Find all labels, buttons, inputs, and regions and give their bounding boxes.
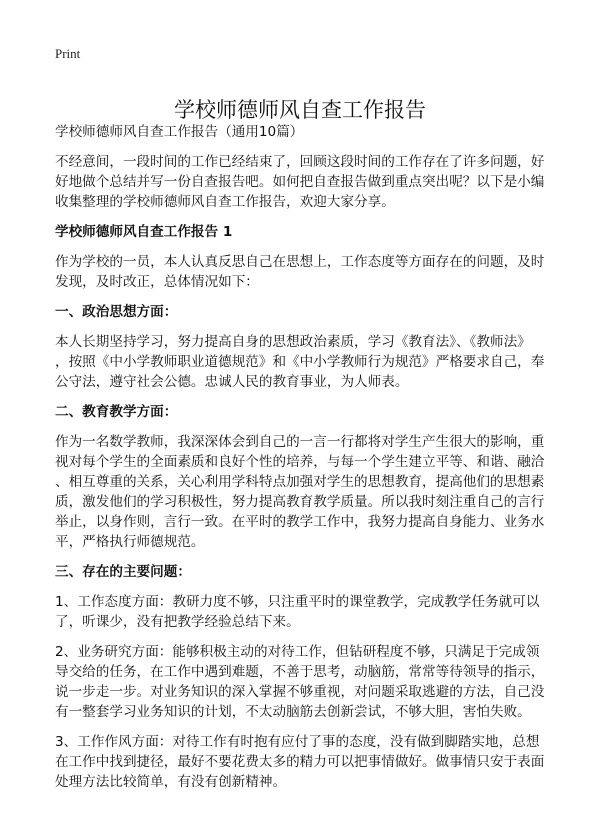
teaching-paragraph — [55, 432, 555, 552]
text-line: 举止，以身作则，言行一致。在平时的教学工作中，我努力提高自身能力、业务水 — [55, 514, 545, 530]
text-line: 平，严格执行师德规范。 — [55, 534, 205, 550]
text-line: 好地做个总结并写一份自查报告吧。如何把自查报告做到重点突出呢？以下是小编 — [55, 174, 545, 190]
problem-style-paragraph — [55, 732, 555, 792]
text-line: 3、工作作风方面：对待工作有时抱有应付了事的态度，没有做到脚踏实地，总想 — [55, 734, 540, 750]
text-line: 在工作中找到捷径，最好不要花费太多的精力可以把事情做好。做事情只安于表面 — [55, 754, 545, 770]
text-line: ，按照《中小学教师职业道德规范》和《中小学教师行为规范》严格要求自己，奉 — [55, 354, 545, 370]
problem-research-paragraph — [55, 642, 555, 722]
text-line: 作为一名数学教师，我深深体会到自己的一言一行都将对学生产生很大的影响，重 — [55, 434, 545, 450]
intro-paragraph — [55, 152, 555, 212]
section-title: 学校师德师风自查工作报告 1 — [55, 224, 233, 240]
text-line: 1、工作态度方面：教研力度不够，只注重平时的课堂教学，完成教学任务就可以 — [55, 594, 540, 610]
text-line: 说一步走一步。对业务知识的深入掌握不够重视，对问题采取逃避的方法，自己没 — [55, 684, 545, 700]
text-line: 视对每个学生的全面素质和良好个性的培养，与每一个学生建立平等、和谐、融洽 — [55, 454, 545, 470]
page-title: 学校师德师风自查工作报告 — [174, 98, 426, 123]
politics-paragraph — [55, 332, 555, 392]
text-line: 发现，及时改正，总体情况如下： — [55, 274, 259, 290]
text-line: 2、业务研究方面：能够积极主动的对待工作，但钻研程度不够，只满足于完成领 — [55, 644, 540, 660]
text-line: 公守法，遵守社会公德。忠诚人民的教育事业，为人师表。 — [55, 374, 409, 390]
text-line: 收集整理的学校师德师风自查工作报告，欢迎大家分享。 — [55, 194, 395, 210]
text-line: 本人长期坚持学习，努力提高自身的思想政治素质，学习《教育法》、《教师法》 — [55, 334, 531, 350]
text-line: 作为学校的一员，本人认真反思自己在思想上，工作态度等方面存在的问题，及时 — [55, 254, 545, 270]
text-line: 质，激发他们的学习积极性，努力提高教育教学质量。所以我时刻注重自己的言行 — [55, 494, 545, 510]
heading-problems: 三、存在的主要问题： — [55, 564, 191, 580]
opening-paragraph — [55, 252, 555, 292]
document-body — [55, 122, 555, 802]
text-line: 处理方法比较简单，有没有创新精神。 — [55, 774, 287, 790]
problem-attitude-paragraph — [55, 592, 555, 632]
heading-teaching: 二、教育教学方面： — [55, 404, 178, 420]
text-line: 导交给的任务，在工作中遇到难题，不善于思考，动脑筋，常常等待领导的指示， — [55, 664, 545, 680]
text-line: 了，听课少，没有把教学经验总结下来。 — [55, 614, 300, 630]
text-line: 有一整套学习业务知识的计划，不太动脑筋去创新尝试，不够大胆，害怕失败。 — [55, 704, 531, 720]
heading-politics: 一、政治思想方面： — [55, 304, 178, 320]
text-line: 、相互尊重的关系，关心利用学科特点加强对学生的思想教育，提高他们的思想素 — [55, 474, 545, 490]
subtitle: 学校师德师风自查工作报告（通用10篇） — [55, 124, 304, 140]
print-link[interactable]: Print — [55, 46, 81, 61]
text-line: 不经意间，一段时间的工作已经结束了，回顾这段时间的工作存在了许多问题，好 — [55, 154, 545, 170]
